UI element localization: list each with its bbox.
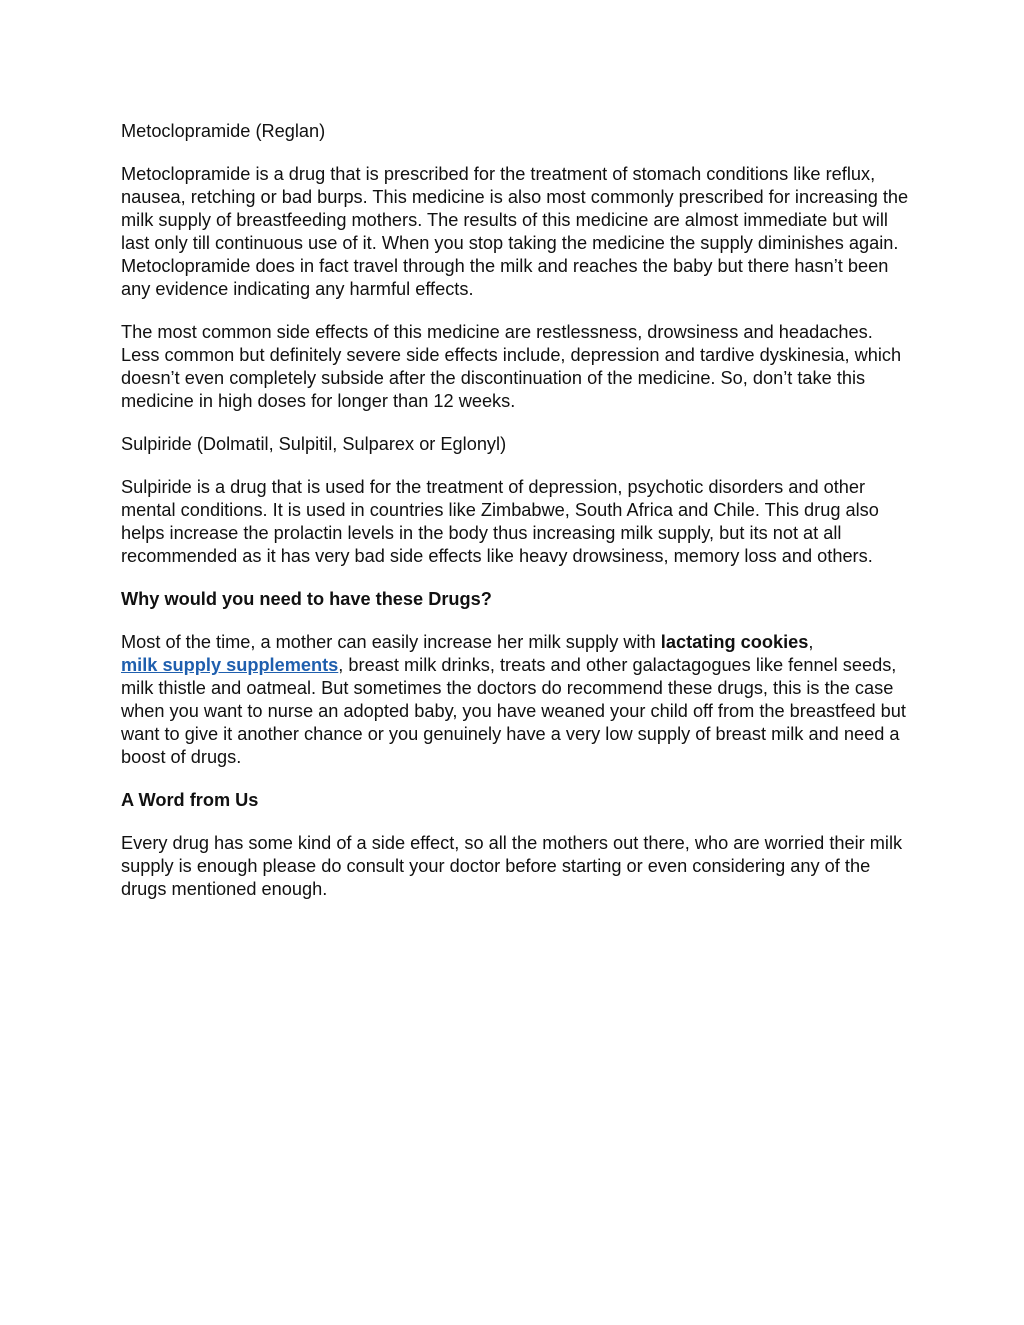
paragraph-metoclopramide-side-effects: The most common side effects of this medicine are restlessness, drowsiness and headaches. Less common but definitely severe side effects include, depression and tardive dyskinesia, which doesn’t even completely subside after the discontinuation of the medicine. So, don’t take this medicine in high doses for longer than 12 weeks. — [121, 322, 902, 411]
heading-word-from-us: A Word from Us — [121, 790, 259, 810]
lactating-cookies-text: lactating cookies — [660, 632, 809, 652]
section-title-sulpiride: Sulpiride (Dolmatil, Sulpitil, Sulparex or Eglonyl) — [121, 434, 507, 454]
heading-why-drugs: Why would you need to have these Drugs? — [121, 589, 492, 609]
milk-supply-supplements-link[interactable]: milk supply supplements — [121, 655, 339, 675]
paragraph-sulpiride-description: Sulpiride is a drug that is used for the treatment of depression, psychotic disorders and other mental conditions. It is used in countries like Zimbabwe, South Africa and Chile. This drug also helps increase the prolactin levels in the body thus increasing milk supply, but its not at all recommended as it has very bad side effects like heavy drowsiness, memory loss and others. — [121, 477, 879, 566]
comma-text: , — [808, 632, 814, 652]
paragraph-why-drugs — [121, 631, 911, 769]
document-page — [121, 120, 911, 921]
section-title-metoclopramide: Metoclopramide (Reglan) — [121, 121, 326, 141]
paragraph-word-from-us: Every drug has some kind of a side effect, so all the mothers out there, who are worried their milk supply is enough please do consult your doctor before starting or even considering any of the drugs mentioned enough. — [121, 833, 903, 899]
paragraph-text-before: Most of the time, a mother can easily increase her milk supply with — [121, 632, 661, 652]
paragraph-metoclopramide-description: Metoclopramide is a drug that is prescribed for the treatment of stomach conditions like reflux, nausea, retching or bad burps. This medicine is also most commonly prescribed for increasing the milk supply of breastfeeding mothers. The results of this medicine are almost immediate but will last only till continuous use of it. When you stop taking the medicine the supply diminishes again. Metoclopramide does in fact travel through the milk and reaches the baby but there hasn’t been any evidence indicating any harmful effects. — [121, 164, 909, 299]
paragraph-text-after: , breast milk drinks, treats and other galactagogues like fennel seeds, milk thistle and oatmeal. But sometimes the doctors do recommend these drugs, this is the case when you want to nurse an adopted baby, you have weaned your child off from the breastfeed but want to give it another chance or you genuinely have a very low supply of breast milk and need a boost of drugs. — [121, 655, 906, 767]
